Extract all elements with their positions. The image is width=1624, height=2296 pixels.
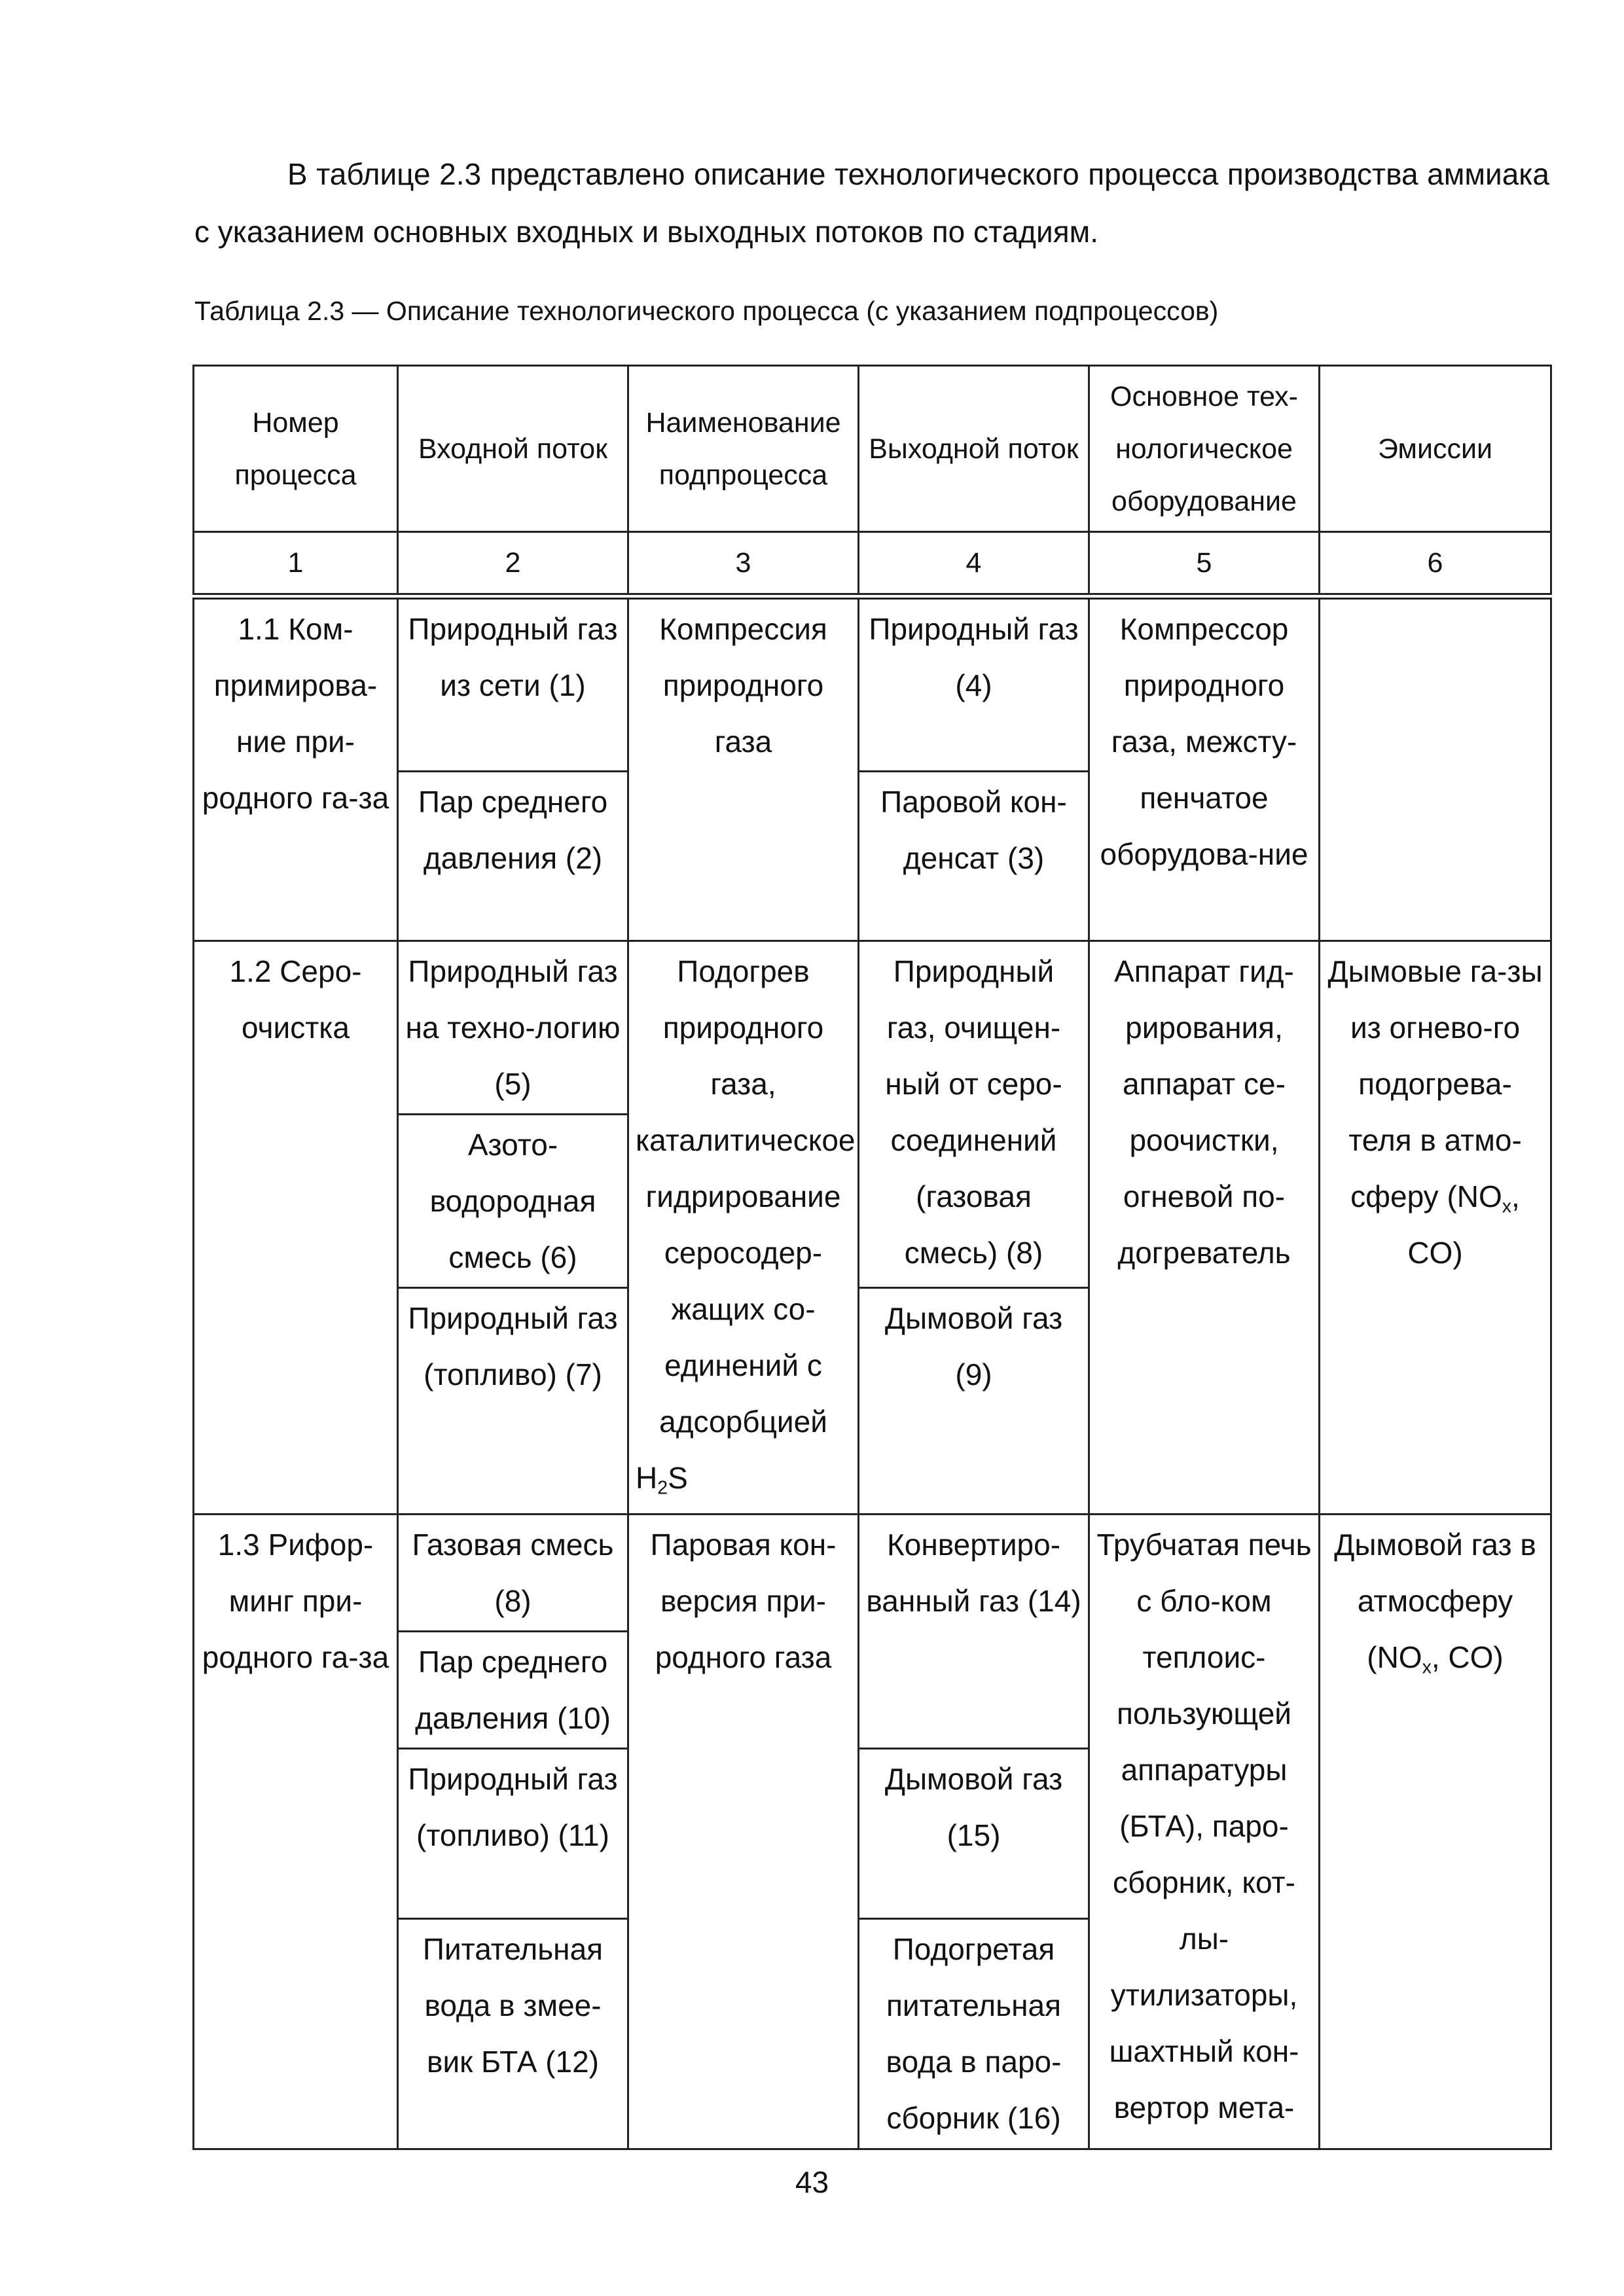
process-number-cell: 1.1 Ком-примирова-ние при-родного га-за (194, 596, 398, 941)
column-number: 1 (194, 532, 398, 596)
table-row (194, 1515, 1551, 1632)
emissions-cell (1320, 941, 1551, 1515)
subscript: x (1422, 1657, 1432, 1678)
emissions-text: Дымовой газ в атмосферу (NO (1334, 1528, 1536, 1674)
table-caption: Таблица 2.3 — Описание технологического процесса (с указанием подпроцессов) (194, 296, 1219, 326)
column-number: 3 (628, 532, 859, 596)
column-number: 4 (859, 532, 1089, 596)
subprocess-cell (628, 941, 859, 1515)
process-number-cell: 1.3 Рифор-минг при-родного га-за (194, 1515, 398, 2149)
output-flow-cell: Подогретая питательная вода в паро-сборник (16) (859, 1919, 1089, 2149)
header-row (194, 366, 1551, 532)
input-flow-cell: Природный газ из сети (1) (398, 596, 628, 772)
output-flow-cell: Природный газ, очищен-ный от серо-соединений (газовая смесь) (8) (859, 941, 1089, 1288)
intro-text: В таблице 2.3 представлено описание технологического процесса производства аммиака с указанием основных входных и выходных потоков по стадиям. (194, 157, 1549, 249)
subprocess-cell: Компрессия природного газа (628, 596, 859, 941)
equipment-cell: Трубчатая печь с бло-ком теплоис-пользующей аппаратуры (БТА), паро-сборник, кот-лы-утилизаторы, шахтный кон-вертор мета- (1089, 1515, 1320, 2149)
process-number-cell: 1.2 Серо-очистка (194, 941, 398, 1515)
subprocess-text: Подогрев природного газа, каталитическое гидрирование серосодер-жащих со-единений с адсорбцией H (636, 954, 856, 1495)
input-flow-cell: Газовая смесь (8) (398, 1515, 628, 1632)
input-flow-cell: Природный газ (топливо) (11) (398, 1749, 628, 1919)
table-row (194, 596, 1551, 772)
input-flow-cell: Природный газ на техно-логию (5) (398, 941, 628, 1115)
input-flow-cell: Питательная вода в змее-вик БТА (12) (398, 1919, 628, 2149)
input-flow-cell: Природный газ (топливо) (7) (398, 1288, 628, 1515)
output-flow-cell: Паровой кон-денсат (3) (859, 772, 1089, 941)
page-number: 43 (795, 2165, 829, 2199)
process-table (192, 365, 1552, 2150)
header-input-flow: Входной поток (398, 366, 628, 532)
table-row (194, 941, 1551, 1115)
output-flow-cell: Дымовой газ (9) (859, 1288, 1089, 1515)
subscript: 2 (657, 1477, 668, 1499)
emissions-cell (1320, 596, 1551, 941)
column-number: 2 (398, 532, 628, 596)
subprocess-text-tail: S (668, 1461, 688, 1495)
column-number-row (194, 532, 1551, 596)
header-process-number: Номер процесса (194, 366, 398, 532)
equipment-cell: Аппарат гид-рирования, аппарат се-роочистки, огневой по-догреватель (1089, 941, 1320, 1515)
equipment-cell: Компрессор природного газа, межсту-пенчатое оборудова-ние (1089, 596, 1320, 941)
column-number: 6 (1320, 532, 1551, 596)
output-flow-cell: Природный газ (4) (859, 596, 1089, 772)
emissions-cell (1320, 1515, 1551, 2149)
header-subprocess-name: Наименование подпроцесса (628, 366, 859, 532)
subscript: x (1502, 1196, 1512, 1217)
header-output-flow: Выходной поток (859, 366, 1089, 532)
emissions-text-tail: , CO) (1407, 1179, 1520, 1270)
header-equipment: Основное тех-нологическое оборудование (1089, 366, 1320, 532)
intro-paragraph (194, 145, 1549, 260)
output-flow-cell: Конвертиро-ванный газ (14) (859, 1515, 1089, 1749)
input-flow-cell: Пар среднего давления (2) (398, 772, 628, 941)
header-emissions: Эмиссии (1320, 366, 1551, 532)
output-flow-cell: Дымовой газ (15) (859, 1749, 1089, 1919)
input-flow-cell: Азото-водородная смесь (6) (398, 1115, 628, 1288)
emissions-text-tail: , CO) (1431, 1640, 1504, 1674)
emissions-text: Дымовые га-зы из огнево-го подогрева-теля в атмо-сферу (NO (1327, 954, 1543, 1213)
subprocess-cell: Паровая кон-версия при-родного газа (628, 1515, 859, 2149)
column-number: 5 (1089, 532, 1320, 596)
input-flow-cell: Пар среднего давления (10) (398, 1632, 628, 1749)
